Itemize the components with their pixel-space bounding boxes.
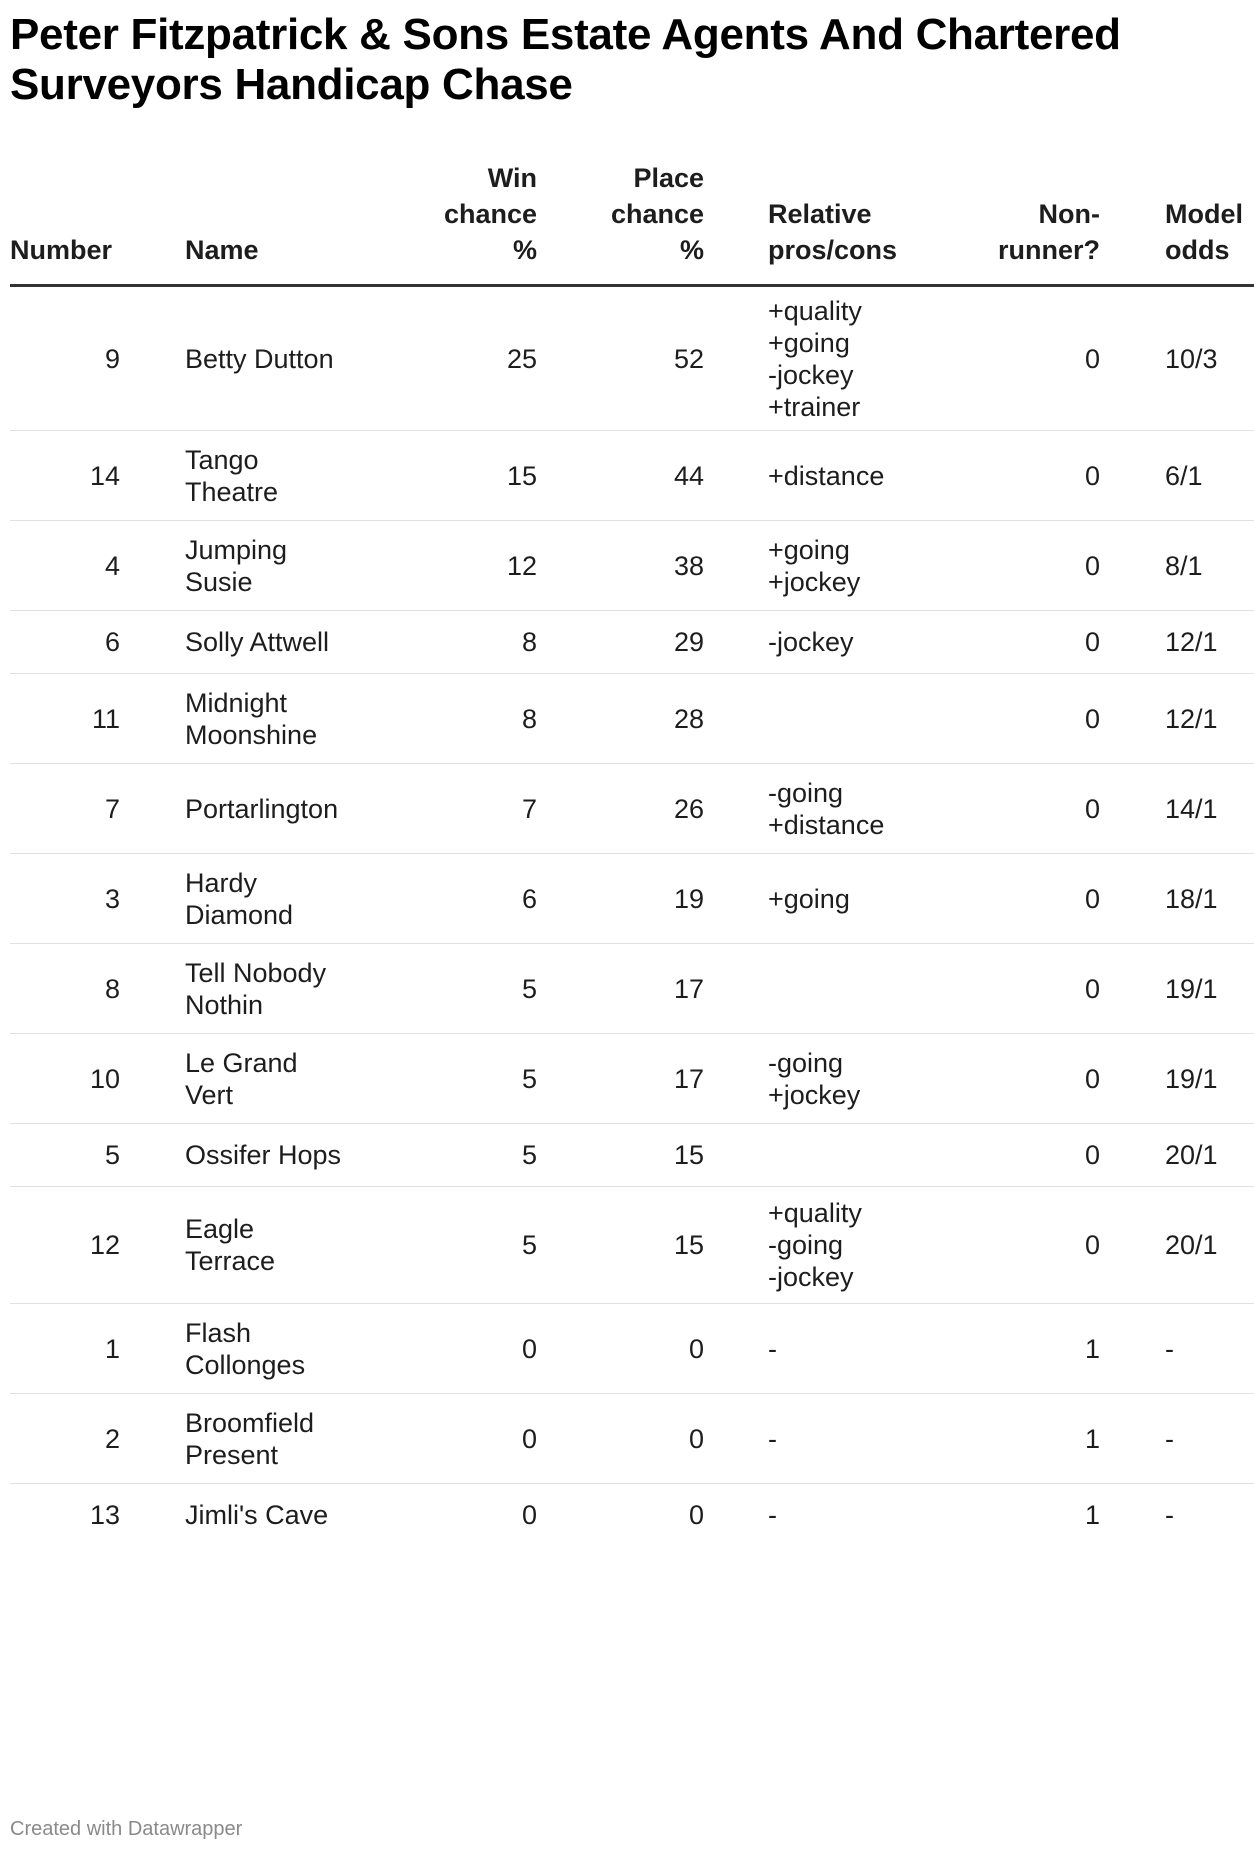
cell-pros-cons [768,944,944,1034]
header-win-chance: Win chance % [360,160,537,286]
cell-model-odds: 6/1 [1165,431,1254,521]
cell-number: 6 [10,611,120,674]
cell-place-chance: 44 [537,431,704,521]
cell-pros-cons: +distance [768,431,944,521]
cell-win-chance: 5 [360,944,537,1034]
cell-name: Betty Dutton [185,286,360,431]
cell-spacer [120,521,185,611]
cell-place-chance: 17 [537,944,704,1034]
cell-spacer [704,1304,768,1394]
table-body [10,286,1254,1547]
cell-non-runner: 0 [944,944,1100,1034]
datawrapper-credit: Created with Datawrapper [10,1818,243,1840]
cell-non-runner: 0 [944,764,1100,854]
cell-name: Le Grand Vert [185,1034,360,1124]
cell-number: 1 [10,1304,120,1394]
cell-spacer [1100,674,1165,764]
header-model-odds: Model odds [1165,160,1254,286]
cell-number: 8 [10,944,120,1034]
table-row [10,1187,1254,1304]
cell-non-runner: 0 [944,611,1100,674]
cell-spacer [704,674,768,764]
table-row [10,1394,1254,1484]
cell-spacer [1100,854,1165,944]
cell-name: Flash Collonges [185,1304,360,1394]
cell-name: Tango Theatre [185,431,360,521]
header-place-chance: Place chance % [537,160,704,286]
table-row [10,854,1254,944]
table-row [10,431,1254,521]
cell-pros-cons [768,1124,944,1187]
cell-win-chance: 6 [360,854,537,944]
cell-pros-cons: - [768,1500,777,1531]
cell-spacer [704,1034,768,1124]
cell-spacer [1100,1304,1165,1394]
table-row [10,286,1254,431]
cell-non-runner: 0 [944,1124,1100,1187]
cell-model-odds: 10/3 [1165,286,1254,431]
cell-spacer [704,1187,768,1304]
header-row [10,160,1254,286]
cell-pros-cons: - [768,1304,944,1394]
cell-spacer [704,854,768,944]
cell-pros-cons: -going +distance [768,764,944,854]
cell-pros-cons: -jockey [768,611,944,674]
cell-non-runner: 0 [944,674,1100,764]
cell-win-chance: 12 [360,521,537,611]
cell-win-chance: 5 [360,1124,537,1187]
cell-place-chance: 28 [537,674,704,764]
cell-non-runner: 1 [944,1394,1100,1484]
table-row [10,1034,1254,1124]
cell-place-chance: 52 [537,286,704,431]
cell-number: 5 [10,1124,120,1187]
header-non-runner: Non- runner? [944,160,1100,286]
cell-name: Portarlington [185,764,360,854]
cell-spacer [1100,1484,1165,1547]
cell-model-odds: 12/1 [1165,611,1254,674]
table-row [10,944,1254,1034]
cell-spacer [704,286,768,431]
cell-place-chance: 26 [537,764,704,854]
cell-name: Ossifer Hops [185,1124,360,1187]
cell-place-chance: 0 [537,1304,704,1394]
table-header [10,160,1254,286]
cell-model-odds: - [1165,1394,1254,1484]
cell-non-runner: 0 [944,431,1100,521]
cell-place-chance: 19 [537,854,704,944]
cell-number: 7 [10,764,120,854]
cell-win-chance: 25 [360,286,537,431]
cell-model-odds: 19/1 [1165,1034,1254,1124]
cell-spacer [120,1484,185,1547]
cell-pros-cons: - [768,1394,944,1484]
cell-place-chance: 29 [537,611,704,674]
cell-spacer [1100,1034,1165,1124]
header-spacer [120,160,185,286]
cell-model-odds: 19/1 [1165,944,1254,1034]
cell-win-chance: 8 [360,611,537,674]
cell-number: 14 [10,431,120,521]
cell-win-chance: 0 [360,1304,537,1394]
cell-spacer [120,1394,185,1484]
cell-spacer [120,764,185,854]
cell-spacer [704,764,768,854]
cell-model-odds: 20/1 [1165,1124,1254,1187]
cell-spacer [704,944,768,1034]
header-spacer [704,160,768,286]
cell-non-runner: 0 [944,286,1100,431]
chart-title: Peter Fitzpatrick & Sons Estate Agents And Chartered Surveyors Handicap Chase [10,10,1121,109]
cell-spacer [704,431,768,521]
cell-model-odds: 18/1 [1165,854,1254,944]
cell-model-odds: - [1165,1304,1254,1394]
cell-win-chance: 5 [360,1034,537,1124]
cell-spacer [120,1187,185,1304]
table-row [10,521,1254,611]
table-row [10,1124,1254,1187]
cell-place-chance: 38 [537,521,704,611]
cell-pros-cons: -going +jockey [768,1034,944,1124]
cell-spacer [1100,521,1165,611]
cell-spacer [120,286,185,431]
cell-place-chance: 15 [537,1187,704,1304]
cell-model-odds: 12/1 [1165,674,1254,764]
header-pros-cons: Relative pros/cons [768,160,944,286]
cell-win-chance: 8 [360,674,537,764]
cell-spacer [1100,611,1165,674]
cell-name: Tell Nobody Nothin [185,944,360,1034]
cell-place-chance: 15 [537,1124,704,1187]
cell-spacer [704,1124,768,1187]
cell-non-runner: 0 [944,1187,1100,1304]
cell-spacer [1100,764,1165,854]
header-spacer [1100,160,1165,286]
cell-spacer [1100,944,1165,1034]
cell-win-chance: 15 [360,431,537,521]
cell-spacer [120,611,185,674]
cell-spacer [1100,431,1165,521]
cell-spacer [120,1034,185,1124]
cell-non-runner: 0 [944,521,1100,611]
cell-number: 11 [10,674,120,764]
cell-pros-cons: +going +jockey [768,521,944,611]
cell-pros-cons: +going [768,854,944,944]
cell-number: 9 [10,286,120,431]
cell-pros-cons: +quality +going -jockey +trainer [768,286,944,431]
cell-name: Midnight Moonshine [185,674,360,764]
cell-spacer [1100,1394,1165,1484]
cell-place-chance: 0 [688,1500,704,1531]
cell-win-chance: 0 [360,1394,537,1484]
cell-model-odds: 20/1 [1165,1187,1254,1304]
cell-place-chance: 0 [537,1394,704,1484]
cell-pros-cons: +quality -going -jockey [768,1187,944,1304]
cell-place-chance: 17 [537,1034,704,1124]
cell-model-odds: 14/1 [1165,764,1254,854]
cell-spacer [704,521,768,611]
table-row [10,611,1254,674]
cell-model-odds: - [1165,1500,1174,1531]
cell-non-runner: 1 [1084,1500,1100,1531]
cell-spacer [1100,1124,1165,1187]
table-row [10,1304,1254,1394]
cell-non-runner: 1 [944,1304,1100,1394]
cell-number: 12 [10,1187,120,1304]
cell-win-chance: 5 [360,1187,537,1304]
cell-spacer [1100,1187,1165,1304]
cell-number: 3 [10,854,120,944]
cell-name: Broomfield Present [185,1394,360,1484]
cell-spacer [120,854,185,944]
cell-spacer [1100,286,1165,431]
race-table [10,160,1254,1547]
header-name: Name [185,160,360,286]
cell-spacer [704,1484,768,1547]
cell-number: 13 [89,1500,120,1531]
cell-model-odds: 8/1 [1165,521,1254,611]
cell-number: 10 [10,1034,120,1124]
cell-name: Jimli's Cave [185,1500,329,1531]
cell-win-chance: 7 [360,764,537,854]
cell-spacer [120,1124,185,1187]
cell-non-runner: 0 [944,1034,1100,1124]
cell-number: 2 [10,1394,120,1484]
header-number: Number [10,160,120,286]
table-row [10,674,1254,764]
cell-name: Jumping Susie [185,521,360,611]
table-row [10,1484,1254,1547]
cell-name: Hardy Diamond [185,854,360,944]
cell-spacer [704,1394,768,1484]
cell-spacer [120,674,185,764]
cell-win-chance: 0 [521,1500,537,1531]
cell-spacer [120,431,185,521]
cell-non-runner: 0 [944,854,1100,944]
cell-name: Eagle Terrace [185,1187,360,1304]
cell-spacer [120,944,185,1034]
cell-number: 4 [10,521,120,611]
table-row [10,764,1254,854]
cell-spacer [704,611,768,674]
cell-pros-cons [768,674,944,764]
cell-name: Solly Attwell [185,611,360,674]
cell-spacer [120,1304,185,1394]
